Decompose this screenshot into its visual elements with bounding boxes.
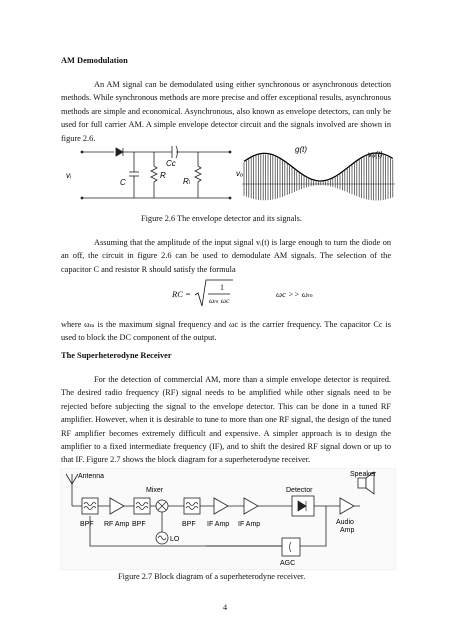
page-number: 4 <box>223 603 228 612</box>
agc-block <box>282 538 300 556</box>
output-terminal-bottom <box>229 197 232 200</box>
label-lo: LO <box>170 536 180 543</box>
bpf-2-block <box>134 498 150 514</box>
label-detector: Detector <box>286 487 313 494</box>
label-antenna: Antenna <box>78 473 105 480</box>
label-vo: vₒ <box>236 169 244 178</box>
label-r: R <box>160 171 166 180</box>
formula-condition: ωc >> ωₘ <box>276 289 314 299</box>
label-if-amp-2: IF Amp <box>238 521 261 528</box>
label-bpf-2: BPF <box>132 521 146 528</box>
paragraph-am-demod-intro: An AM signal can be demodulated using either synchronous or asynchronous detection methods. While synchronous methods are more precise and offer exceptional results, asynchronous methods are simple and economical. Asynchronous, also known as envelope detectors, can only be used for full carrier AM. A simple envelope detector circuit and the signals involved are shown in figure 2.6. <box>61 80 391 143</box>
paragraph-am-demod-condition: Assuming that the amplitude of the input signal vᵢ(t) is large enough to turn the diode on an off, the circuit in figure 2.6 can be used to demodulate AM signals. The selection of the capacitor C and resistor R should satisfy the formula <box>61 238 391 274</box>
label-cc: Cc <box>166 159 176 168</box>
figure-2-6-caption: Figure 2.6 The envelope detector and its signals. <box>141 214 302 223</box>
bpf-1-block <box>82 498 98 514</box>
figure-envelope-detector <box>60 140 396 210</box>
label-amp: Amp <box>340 527 355 534</box>
formula-lhs: RC = <box>172 289 191 299</box>
label-mixer: Mixer <box>146 487 164 494</box>
label-agc: AGC <box>280 560 296 567</box>
bpf-3-block <box>184 498 200 514</box>
output-terminal-top <box>229 151 232 154</box>
label-speaker: Speaker <box>350 471 377 478</box>
label-bpf-1: BPF <box>80 521 94 528</box>
formula-denominator: ωₘ ωc <box>209 296 230 305</box>
figure-2-7-caption: Figure 2.7 Block diagram of a superheterodyne receiver. <box>118 572 306 581</box>
section-heading-superheterodyne: The Superheterodyne Receiver <box>61 351 172 360</box>
label-audio: Audio <box>336 519 354 526</box>
label-rl: Rₗ <box>183 177 191 186</box>
label-vi: vᵢ <box>66 171 71 180</box>
paragraph-superheterodyne: For the detection of commercial AM, more than a simple envelope detector is required. The desired radio frequency (RF) signal needs to be amplified while other signals need to be rejected before subjecting the signal to the envelope detector. This can be done in a tuned RF amplifier. However, when it is desirable to tune to more than one RF signal, the design of the tuned RF amplifier becomes extremely difficult and expensive. A simpler approach is to design the amplifier to a fixed intermediate frequency (IF), and to shift the desired RF signal down or up to that IF. Figure 2.7 shows the block diagram for a superheterodyne receiver. <box>61 375 391 465</box>
speaker-block <box>358 478 366 488</box>
input-terminal-top <box>81 151 84 154</box>
figure-superheterodyne-block-diagram <box>60 468 396 570</box>
label-gt: g(t) <box>295 145 307 154</box>
am-waveform-plot <box>242 153 395 200</box>
label-vot: vₒ(t) <box>368 150 383 159</box>
label-c: C <box>120 178 126 187</box>
label-bpf-3: BPF <box>182 521 196 528</box>
input-terminal-bottom <box>81 197 84 200</box>
section-heading-am-demodulation: AM Demodulation <box>61 56 128 65</box>
paragraph-am-demod-symbols: where ωₘ is the maximum signal frequency and ωc is the carrier frequency. The capacitor Cc is used to block the DC component of the output. <box>61 320 391 343</box>
label-if-amp-1: IF Amp <box>207 521 230 528</box>
formula-numerator: 1 <box>220 283 224 292</box>
label-rf-amp: RF Amp <box>104 521 130 528</box>
